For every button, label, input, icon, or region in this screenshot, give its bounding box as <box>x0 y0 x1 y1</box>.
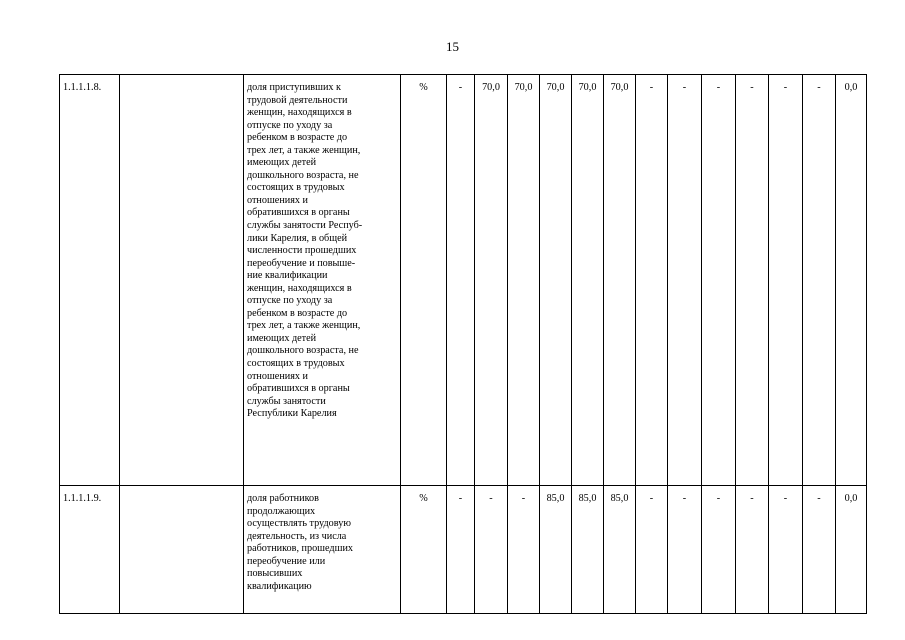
empty-cell <box>120 486 244 614</box>
value-cell: - <box>447 486 475 614</box>
value-cell: - <box>769 75 803 486</box>
value-cell: 0,0 <box>836 486 867 614</box>
name-line: квалификацию <box>247 580 312 592</box>
table-row <box>60 75 867 486</box>
name-line: ребенком в возрасте до <box>247 307 348 319</box>
value-cell: 85,0 <box>540 486 572 614</box>
name-line: службы занятости <box>247 395 326 407</box>
name-line: имеющих детей <box>247 332 317 344</box>
table-row <box>60 486 867 614</box>
unit-cell: % <box>401 486 447 614</box>
name-line: службы занятости Респуб- <box>247 220 363 232</box>
value-cell: - <box>668 486 702 614</box>
name-line: лики Карелия, в общей <box>247 232 348 244</box>
name-line: дошкольного возраста, не <box>247 169 359 181</box>
indicator-number: 1.1.1.1.9. <box>60 486 120 614</box>
name-line: деятельность, из числа <box>247 530 347 542</box>
value-cell: 70,0 <box>475 75 508 486</box>
value-cell: 70,0 <box>572 75 604 486</box>
name-line: отношениях и <box>247 370 309 382</box>
name-line: трудовой деятельности <box>247 94 348 106</box>
empty-cell <box>120 75 244 486</box>
name-line: переобучение или <box>247 555 326 567</box>
name-line: переобучение и повыше- <box>247 257 356 269</box>
indicator-number: 1.1.1.1.8. <box>60 75 120 486</box>
name-line: численности прошедших <box>247 245 357 257</box>
indicators-table <box>59 74 867 614</box>
name-line: доля приступивших к <box>247 82 341 93</box>
value-cell: 0,0 <box>836 75 867 486</box>
value-cell: 85,0 <box>604 486 636 614</box>
name-line: обратившихся в органы <box>247 383 350 395</box>
name-line: отпуске по уходу за <box>247 295 333 307</box>
name-line: женщин, находящихся в <box>247 107 352 119</box>
value-cell: 85,0 <box>572 486 604 614</box>
name-line: отпуске по уходу за <box>247 119 333 131</box>
name-line: Республики Карелия <box>247 408 337 420</box>
value-cell: - <box>447 75 475 486</box>
value-cell: - <box>702 486 736 614</box>
value-cell: - <box>636 75 668 486</box>
value-cell: - <box>508 486 540 614</box>
value-cell: - <box>803 75 836 486</box>
indicator-name <box>244 75 401 486</box>
name-line: обратившихся в органы <box>247 207 350 219</box>
value-cell: - <box>475 486 508 614</box>
value-cell: - <box>769 486 803 614</box>
name-line: состоящих в трудовых <box>247 358 345 370</box>
name-line: ребенком в возрасте до <box>247 132 348 144</box>
name-line: продолжающих <box>247 505 316 517</box>
name-line: повысивших <box>247 568 303 580</box>
name-line: ние квалификации <box>247 270 328 282</box>
value-cell: - <box>736 486 769 614</box>
name-line: трех лет, а также женщин, <box>247 144 361 156</box>
value-cell: - <box>636 486 668 614</box>
name-line: дошкольного возраста, не <box>247 345 359 357</box>
value-cell: - <box>668 75 702 486</box>
name-line: отношениях и <box>247 194 309 206</box>
name-line: осуществлять трудовую <box>247 518 351 530</box>
value-cell: 70,0 <box>540 75 572 486</box>
name-line: имеющих детей <box>247 157 317 169</box>
unit-cell: % <box>401 75 447 486</box>
value-cell: 70,0 <box>508 75 540 486</box>
value-cell: - <box>736 75 769 486</box>
value-cell: - <box>702 75 736 486</box>
value-cell: 70,0 <box>604 75 636 486</box>
name-line: состоящих в трудовых <box>247 182 345 194</box>
page-number: 15 <box>446 39 459 54</box>
indicator-name <box>244 486 401 614</box>
name-line: доля работников <box>247 493 319 504</box>
name-line: трех лет, а также женщин, <box>247 320 361 332</box>
value-cell: - <box>803 486 836 614</box>
name-line: работников, прошедших <box>247 543 353 555</box>
name-line: женщин, находящихся в <box>247 282 352 294</box>
